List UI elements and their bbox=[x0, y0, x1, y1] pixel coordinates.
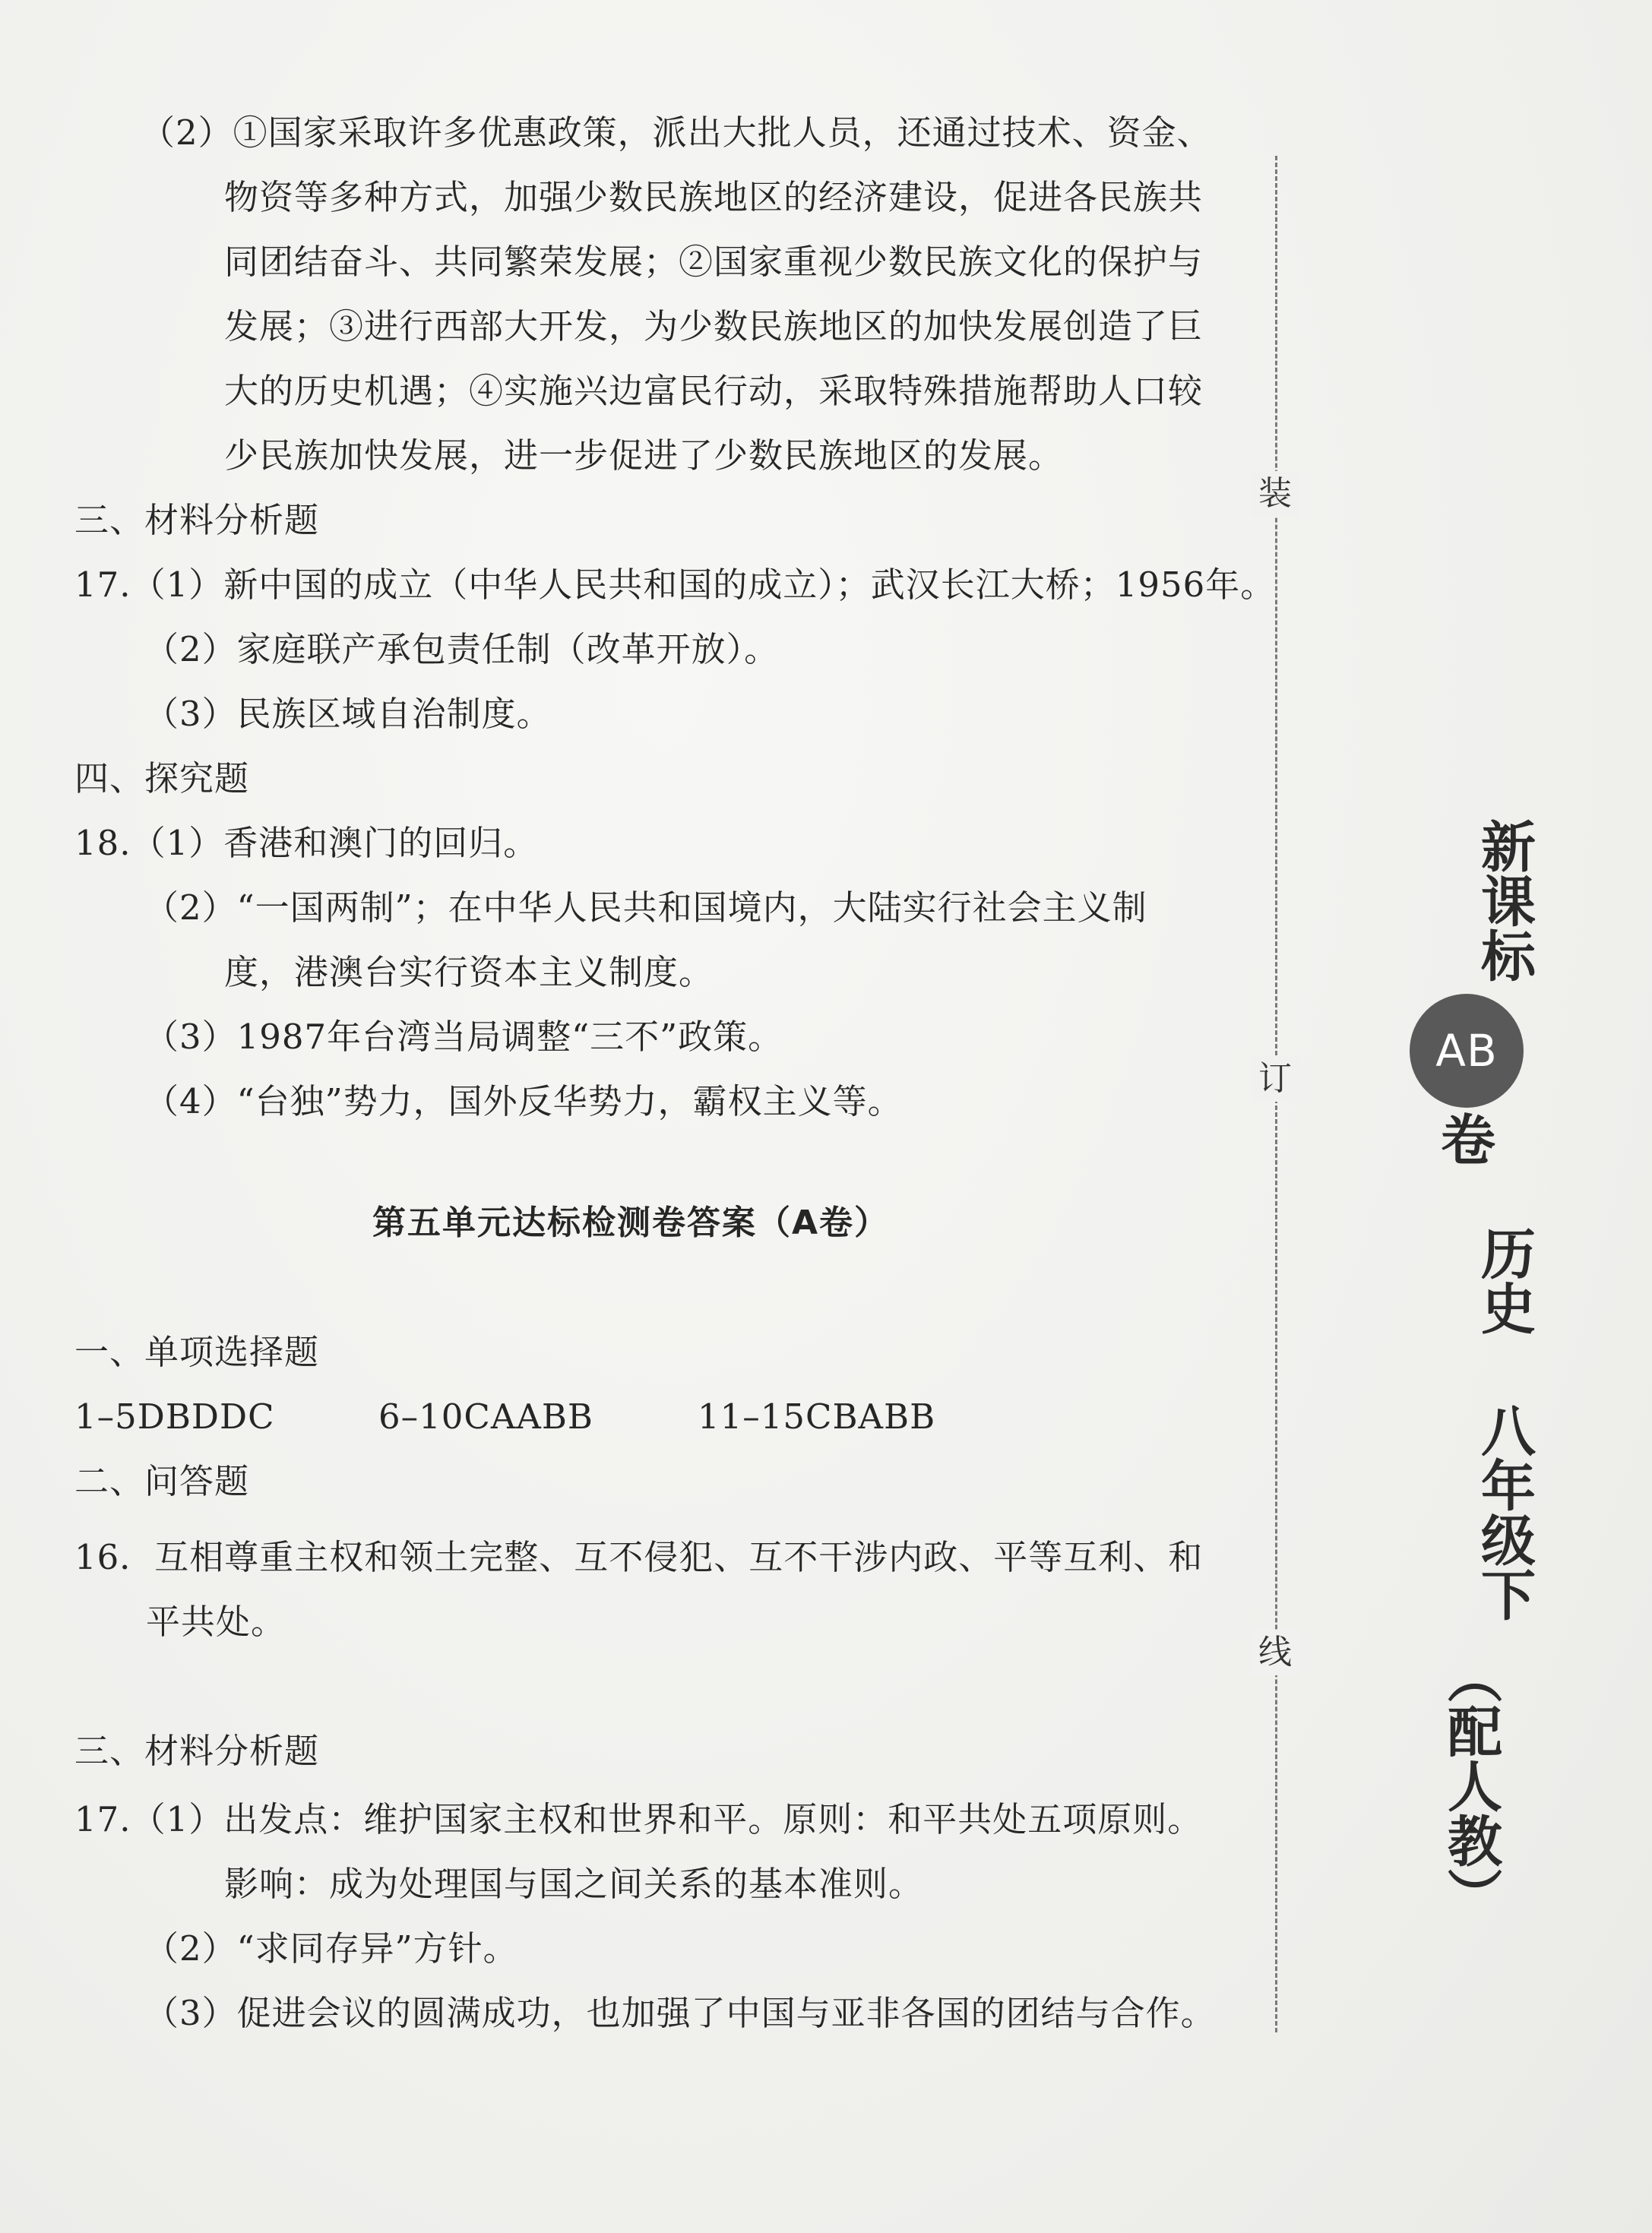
side-title-xinkebiao: 新课标 bbox=[1472, 818, 1536, 982]
u5-q17-part-1-line-1: 17.（1）出发点：维护国家主权和世界和平。原则：和平共处五项原则。 bbox=[74, 1799, 1203, 1839]
q17-part-1: 17.（1）新中国的成立（中华人民共和国的成立）；武汉长江大桥；1956年。 bbox=[74, 565, 1276, 605]
q17-part-2: （2）家庭联产承包责任制（改革开放）。 bbox=[144, 629, 780, 669]
section-heading-inquiry: 四、探究题 bbox=[74, 758, 250, 799]
side-title-subject: 历史 bbox=[1472, 1226, 1536, 1335]
q2-line-6: 少民族加快发展，进一步促进了少数民族地区的发展。 bbox=[224, 435, 1064, 476]
q16-line-2: 平共处。 bbox=[146, 1602, 286, 1642]
q2-line-2: 物资等多种方式，加强少数民族地区的经济建设，促进各民族共 bbox=[224, 177, 1204, 217]
section-heading-material-analysis: 三、材料分析题 bbox=[74, 500, 320, 540]
choice-answers-6-10: 6–10CAABB bbox=[378, 1396, 593, 1437]
q18-part-3: （3）1987年台湾当局调整“三不”政策。 bbox=[144, 1017, 783, 1057]
side-title-grade: 八年级下 bbox=[1472, 1403, 1536, 1621]
u5-q17-part-3: （3）促进会议的圆满成功，也加强了中国与亚非各国的团结与合作。 bbox=[144, 1993, 1216, 2033]
q2-line-1: （2）①国家采取许多优惠政策，派出大批人员，还通过技术、资金、 bbox=[141, 112, 1212, 153]
u5-q17-part-2: （2）“求同存异”方针。 bbox=[144, 1928, 518, 1969]
q18-part-2-line-1: （2）“一国两制”；在中华人民共和国境内，大陆实行社会主义制 bbox=[144, 887, 1147, 928]
q2-line-5: 大的历史机遇；④实施兴边富民行动，采取特殊措施帮助人口较 bbox=[224, 371, 1204, 411]
u5-q17-part-1-line-2: 影响：成为处理国与国之间关系的基本准则。 bbox=[224, 1864, 924, 1904]
ab-badge: AB bbox=[1410, 994, 1524, 1108]
section-heading-material-analysis-2: 三、材料分析题 bbox=[74, 1731, 320, 1771]
q2-line-4: 发展；③进行西部大开发，为少数民族地区的加快发展创造了巨 bbox=[224, 306, 1204, 346]
q18-part-4: （4）“台独”势力，国外反华势力，霸权主义等。 bbox=[144, 1081, 903, 1121]
q18-part-1: 18.（1）香港和澳门的回归。 bbox=[74, 823, 539, 863]
side-title-juan: 卷 bbox=[1440, 1109, 1495, 1172]
q17-part-3: （3）民族区域自治制度。 bbox=[144, 694, 552, 734]
binding-mark-zhuang: 装 bbox=[1251, 471, 1299, 517]
q18-part-2-line-2: 度，港澳台实行资本主义制度。 bbox=[224, 952, 714, 992]
q16-line-1: 16．互相尊重主权和领土完整、互不侵犯、互不干涉内政、平等互利、和 bbox=[74, 1537, 1204, 1577]
choice-answers-1-5: 1–5DBDDC bbox=[74, 1396, 275, 1437]
binding-mark-ding: 订 bbox=[1251, 1056, 1299, 1102]
unit5-title: 第五单元达标检测卷答案（A卷） bbox=[372, 1203, 890, 1242]
side-title-edition: （配人教） bbox=[1438, 1649, 1502, 1922]
section-heading-qa: 二、问答题 bbox=[74, 1461, 250, 1501]
section-heading-single-choice: 一、单项选择题 bbox=[74, 1332, 320, 1372]
q2-line-3: 同团结奋斗、共同繁荣发展；②国家重视少数民族文化的保护与 bbox=[224, 242, 1204, 282]
choice-answers-11-15: 11–15CBABB bbox=[698, 1396, 936, 1437]
binding-mark-xian: 线 bbox=[1251, 1630, 1299, 1675]
